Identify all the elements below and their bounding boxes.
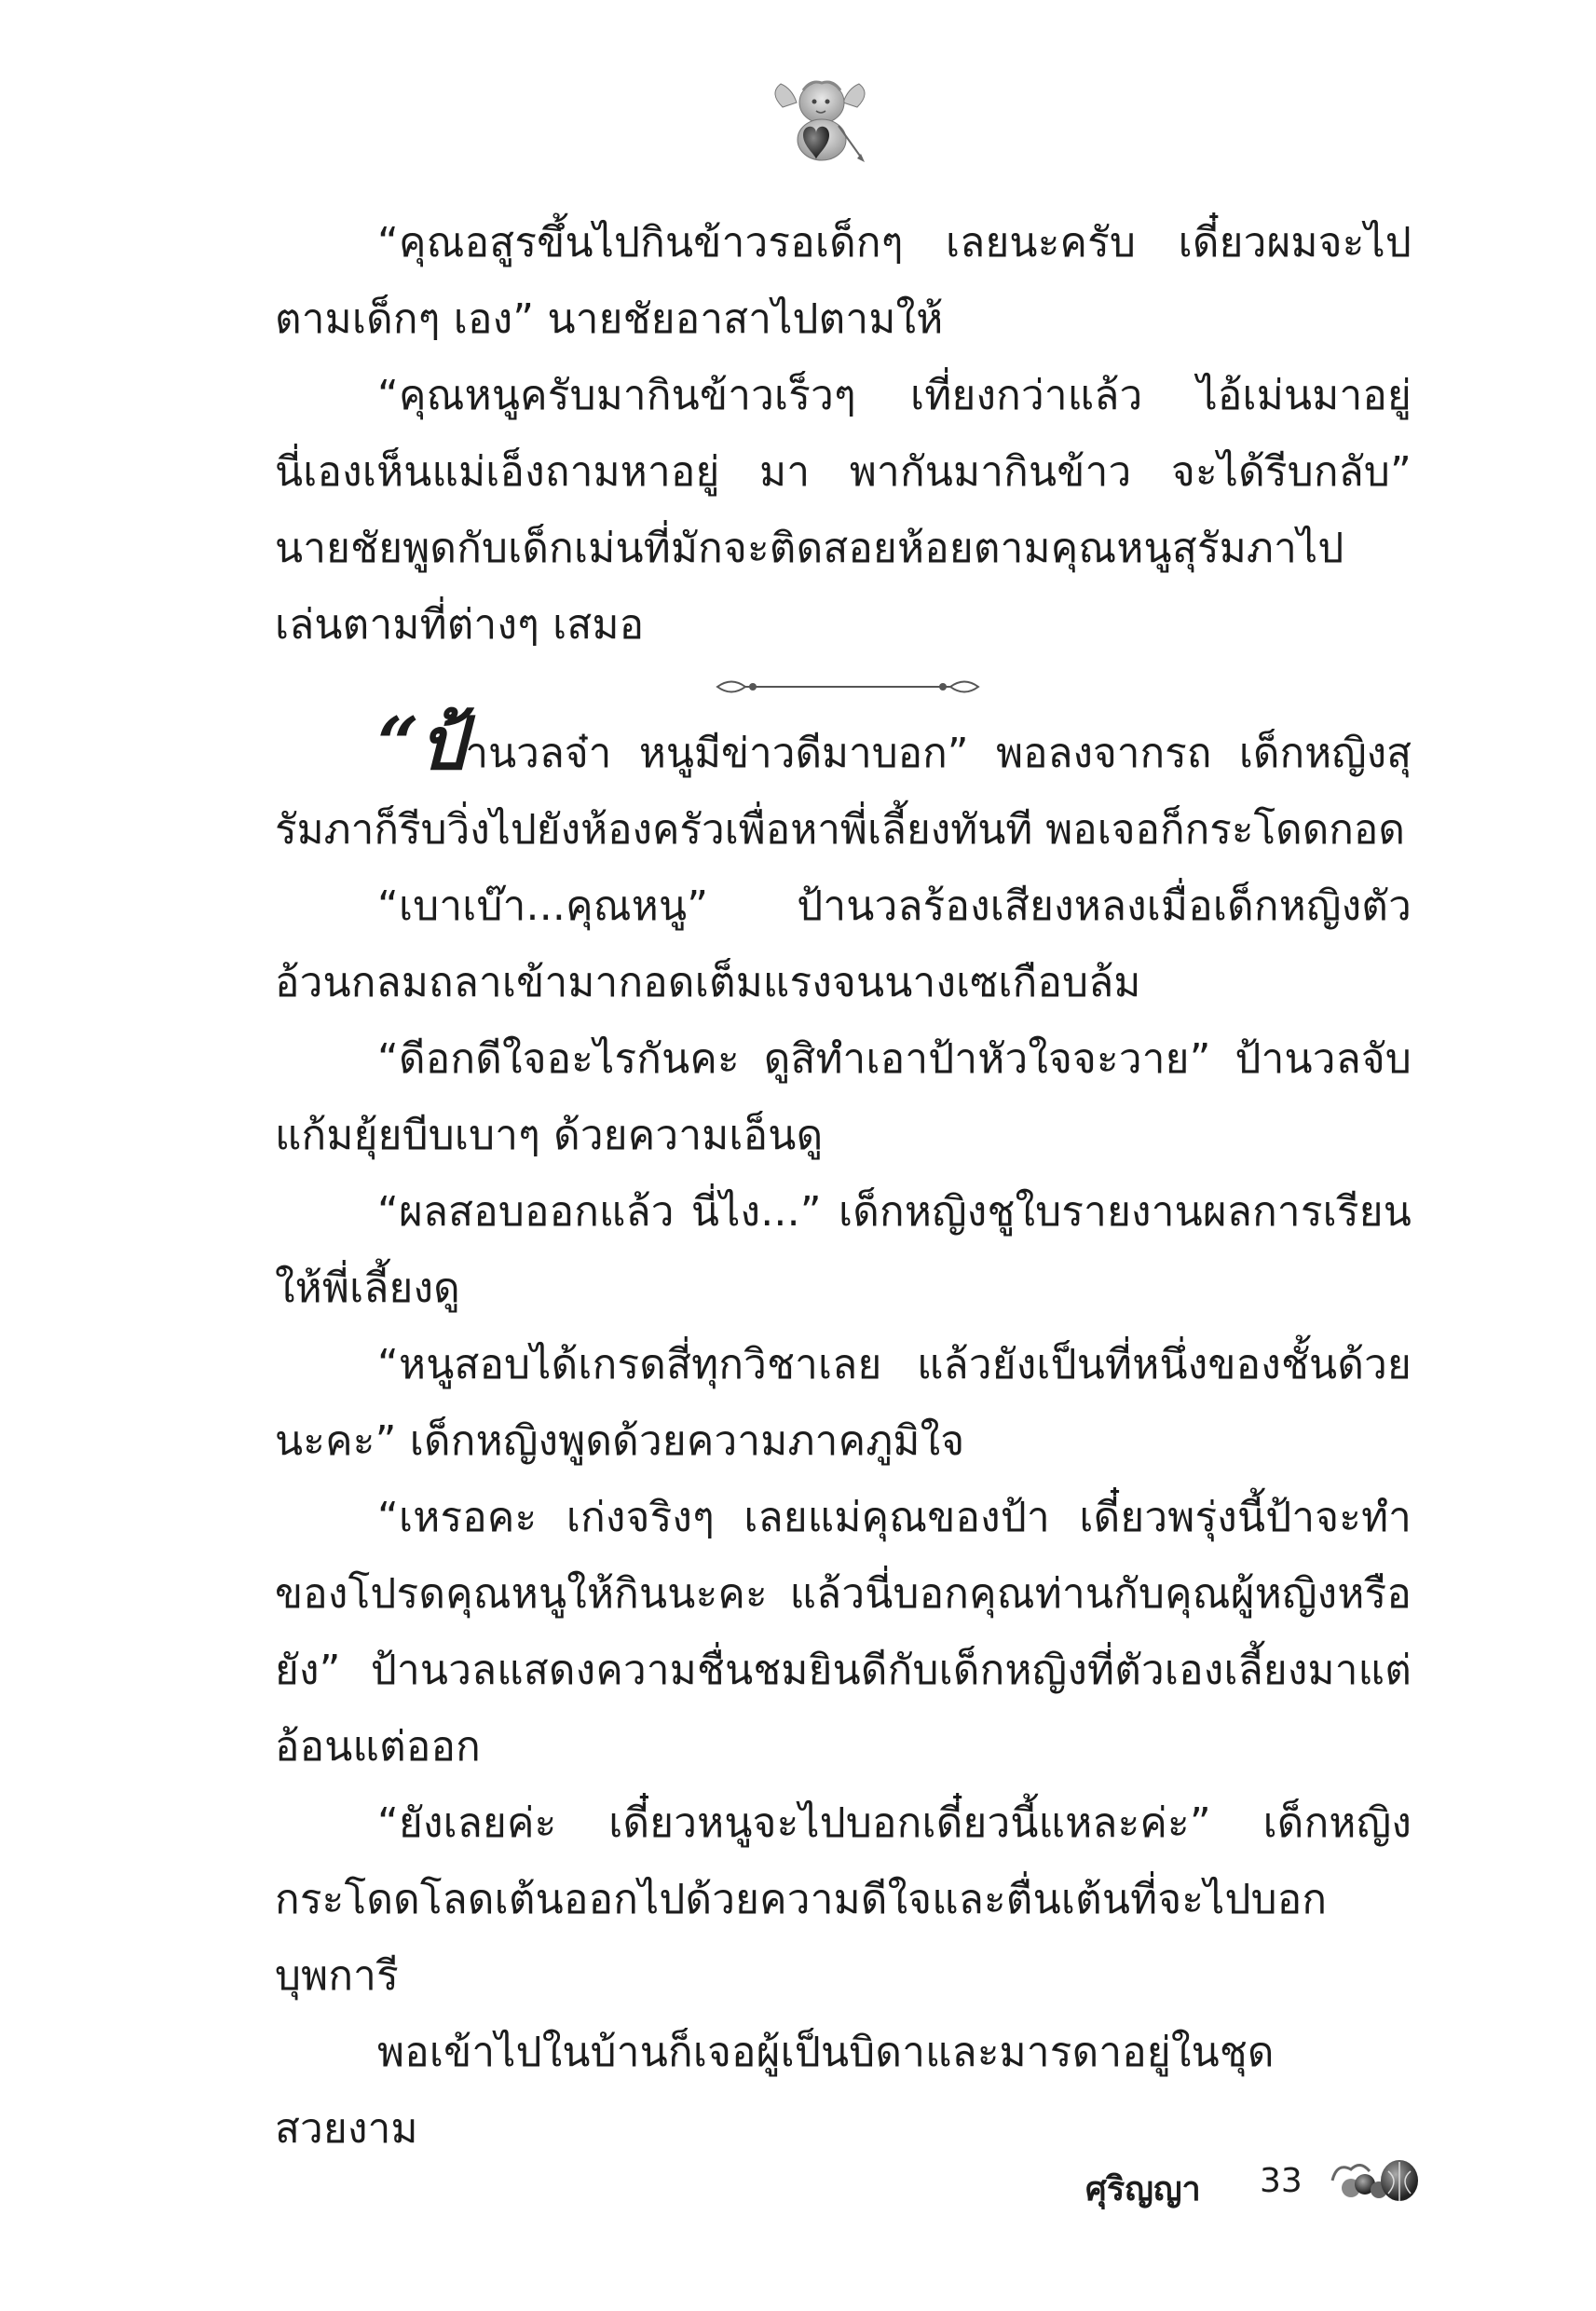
ornamental-divider-icon (708, 673, 988, 701)
paragraph: “ดีอกดีใจอะไรกันคะ ดูสิทำเอาป้าหัวใจจะวาย” ป้านวลจับแก้มยุ้ยบีบเบาๆ ด้วยความเอ็นดู (275, 1035, 1412, 1159)
dropcap-rest: านวลจ๋า หนูมีข่าวดีมาบอก” พอลงจากรถ เด็กหญิงสุรัมภาก็รีบวิ่งไปยังห้องครัวเพื่อหาพี่เลี้ยงทันที พอเจอก็กระโดดกอด (275, 730, 1412, 854)
paragraph: “หนูสอบได้เกรดสี่ทุกวิชาเลย แล้วยังเป็นที่หนึ่งของชั้นด้วยนะคะ” เด็กหญิงพูดด้วยความภาคภูมิใจ (275, 1341, 1412, 1465)
paragraph: “เหรอคะ เก่งจริงๆ เลยแม่คุณของป้า เดี๋ยวพรุ่งนี้ป้าจะทำของโปรดคุณหนูให้กินนะคะ แล้วนี่บอกคุณท่านกับคุณผู้หญิงหรือยัง” ป้านวลแสดงความชื่นชมยินดีกับเด็กหญิงที่ตัวเองเลี้ยงมาแต่อ้อนแต่ออก (275, 1494, 1412, 1771)
paragraph: “คุณหนูครับมากินข้าวเร็วๆ เที่ยงกว่าแล้ว ไอ้เม่นมาอยู่นี่เองเห็นแม่เอ็งถามหาอยู่ มา พากันมากินข้าว จะได้รีบกลับ” นายชัยพูดกับเด็กเม่นที่มักจะติดสอยห้อยตามคุณหนูสุรัมภาไปเล่นตามที่ต่างๆ เสมอ (275, 372, 1412, 649)
dropcap-paragraph (275, 702, 1412, 868)
top-text-block (275, 205, 1412, 663)
book-title: ศุริญญา (1085, 2170, 1201, 2208)
paragraph: พอเข้าไปในบ้านก็เจอผู้เป็นบิดาและมารดาอยู่ในชุดสวยงาม (275, 2029, 1275, 2153)
dropcap-letter: “ป้ (377, 702, 466, 786)
page-footer (1006, 2153, 1435, 2218)
paragraph: “เบาเบ๊า...คุณหนู” ป้านวลร้องเสียงหลงเมื่อเด็กหญิงตัวอ้วนกลมถลาเข้ามากอดเต็มแรงจนนางเซเกือบล้ม (275, 882, 1412, 1006)
page-number: 33 (1260, 2162, 1303, 2200)
paragraph: “ผลสอบออกแล้ว นี่ไง...” เด็กหญิงชูใบรายงานผลการเรียนให้พี่เลี้ยงดู (275, 1188, 1412, 1312)
paragraph: “คุณอสูรขึ้นไปกินข้าวรอเด็กๆ เลยนะครับ เดี๋ยวผมจะไปตามเด็กๆ เอง” นายชัยอาสาไปตามให้ (275, 219, 1412, 343)
paragraph: “ยังเลยค่ะ เดี๋ยวหนูจะไปบอกเดี๋ยวนี้แหละค่ะ” เด็กหญิงกระโดดโลดเต้นออกไปด้วยความดีใจและตื่นเต้นที่จะไปบอกบุพการี (275, 1799, 1412, 2000)
cherub-with-heart-icon (764, 70, 876, 172)
fruit-basket-icon (1323, 2153, 1425, 2208)
main-text-block (275, 702, 1412, 2167)
